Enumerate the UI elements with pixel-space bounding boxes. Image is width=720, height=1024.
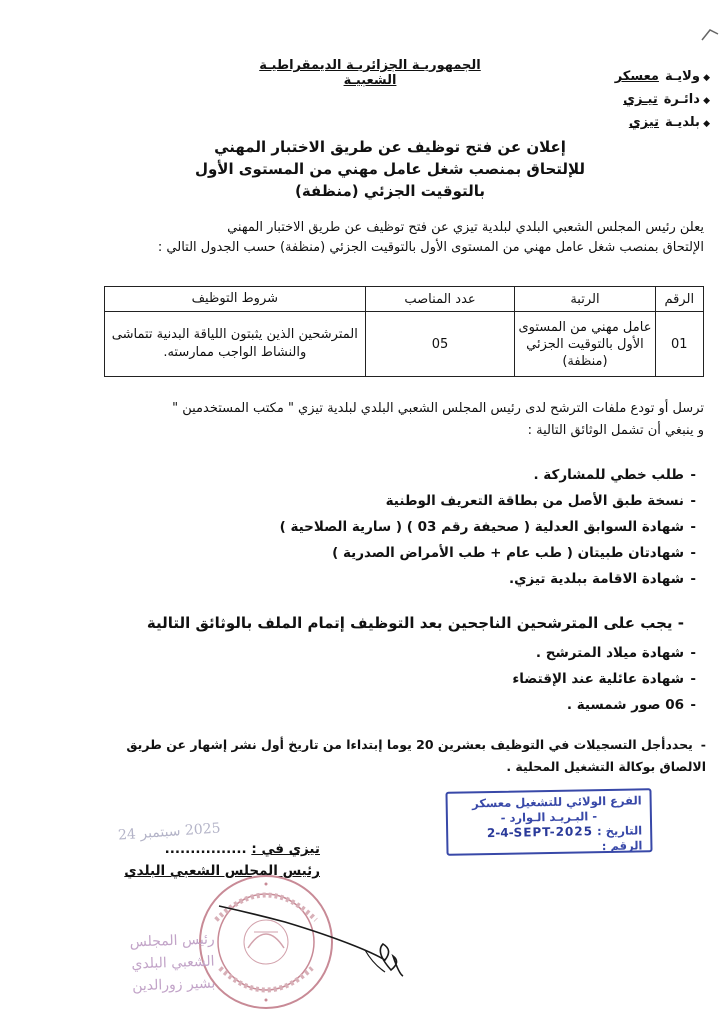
required-documents-list	[104, 462, 704, 592]
submission-paragraph	[104, 398, 704, 442]
republic-heading: الجمهوريـة الجزائريـة الديمقراطيـة الشعبيـة	[259, 58, 481, 88]
header-rank: الرتبة	[515, 287, 655, 312]
president-stamp-line: رئيس المجلس الشعبي البلدي	[129, 931, 215, 973]
title-line: للإلتحاق بمنصب شغل عامل مهني من المستوى الأول	[194, 160, 586, 178]
table-header-row	[105, 287, 704, 312]
header-num: الرقم	[655, 287, 703, 312]
sign-place: تيزي في :	[251, 841, 320, 857]
cell-rank: عامل مهني من المستوى الأول بالتوقيت الجزئي (منظفة)	[515, 312, 655, 377]
admin-key: ◆ ولايـة	[665, 66, 710, 89]
list-item: - 06 صور شمسية .	[104, 692, 704, 718]
cell-num: 01	[655, 312, 703, 377]
submission-line: ترسل أو تودع ملفات الترشح لدى رئيس المجلس الشعبي البلدي لبلدية تيزي " مكتب المستخدمين "	[172, 401, 704, 416]
stamp-org: الفرع الولائي للتشغيل معسكر	[471, 793, 642, 811]
list-item: - شهادة عائلية عند الإقتضاء	[104, 666, 704, 692]
admin-value: معسكر	[614, 69, 659, 84]
admin-key: ◆ بلديـة	[665, 112, 710, 135]
list-item: - شهادتان طبيتان ( طب عام + طب الأمراض الصدرية )	[104, 540, 704, 566]
header-posts: عدد المناصب	[365, 287, 515, 312]
after-documents-list	[104, 640, 704, 718]
staple-mark	[700, 28, 720, 42]
stamp-number-label: الرقم :	[601, 838, 643, 854]
header-conditions: شروط التوظيف	[105, 287, 366, 312]
submission-line: و ينبغي أن تشمل الوثائق التالية :	[527, 423, 704, 438]
announcement-title	[180, 136, 600, 202]
cell-posts: 05	[365, 312, 515, 377]
admin-value: تيزي	[628, 115, 660, 130]
received-stamp	[445, 788, 652, 856]
deadline-text: يحددأجل التسجيلات في التوظيف بعشرين 20 يوما إبتداءا من تاريخ أول نشر إشهار عن طريق الالصاق بوكالة التشغيل المحلية .	[126, 737, 706, 774]
administrative-info	[588, 66, 710, 135]
signature-scribble-icon	[215, 900, 405, 980]
title-line: بالتوقيت الجزئي (منظفة)	[294, 182, 486, 200]
cell-conditions: المترشحين الذين يثبتون اللياقة البدنية تتماشى والنشاط الواجب ممارسته.	[105, 312, 366, 377]
stamp-date-label: التاريخ :	[596, 823, 643, 839]
stamp-date-value: 2-4-SEPT-2025	[486, 824, 594, 841]
bullet-dash: -	[700, 737, 706, 752]
handwritten-date: 2025 سبتمبر 24	[117, 820, 222, 844]
president-stamp-line: بشير زورالدين	[131, 975, 216, 995]
list-item: - نسخة طبق الأصل من بطاقة التعريف الوطنية	[104, 488, 704, 514]
admin-row-baladiya	[588, 112, 710, 135]
positions-table	[104, 286, 704, 377]
stamp-mail: - البـريـد الـوارد -	[500, 809, 598, 825]
after-recruitment-note: - يجب على المترشحين الناجحين بعد التوظيف إتمام الملف بالوثائق التالية	[104, 614, 704, 632]
list-item: - شهادة الاقامة ببلدية تيزي.	[104, 566, 704, 592]
intro-paragraph	[104, 218, 704, 258]
intro-line: الإلتحاق بمنصب شغل عامل مهني من المستوى الأول بالتوقيت الجزئي (منظفة) حسب الجدول التالي :	[157, 240, 704, 255]
admin-row-wilaya	[588, 66, 710, 89]
list-item: - طلب خطي للمشاركة .	[104, 462, 704, 488]
admin-value: تيـزي	[623, 92, 658, 107]
sign-place-row	[110, 838, 320, 860]
sign-dots: ................	[164, 841, 247, 857]
title-line: إعلان عن فتح توظيف عن طريق الاختبار المهني	[214, 138, 566, 156]
intro-line: يعلن رئيس المجلس الشعبي البلدي لبلدية تيزي عن فتح توظيف عن طريق الاختبار المهني	[227, 220, 704, 235]
admin-key: ◆ دائـرة	[664, 89, 710, 112]
list-item: - شهادة السوابق العدلية ( صحيفة رقم 03 ) ( سارية الصلاحية )	[104, 514, 704, 540]
table-row	[105, 312, 704, 377]
deadline-paragraph	[96, 734, 706, 778]
sign-title: رئيس المجلس الشعبي البلدي	[124, 863, 320, 879]
list-item: - شهادة ميلاد المترشح .	[104, 640, 704, 666]
admin-row-daira	[588, 89, 710, 112]
